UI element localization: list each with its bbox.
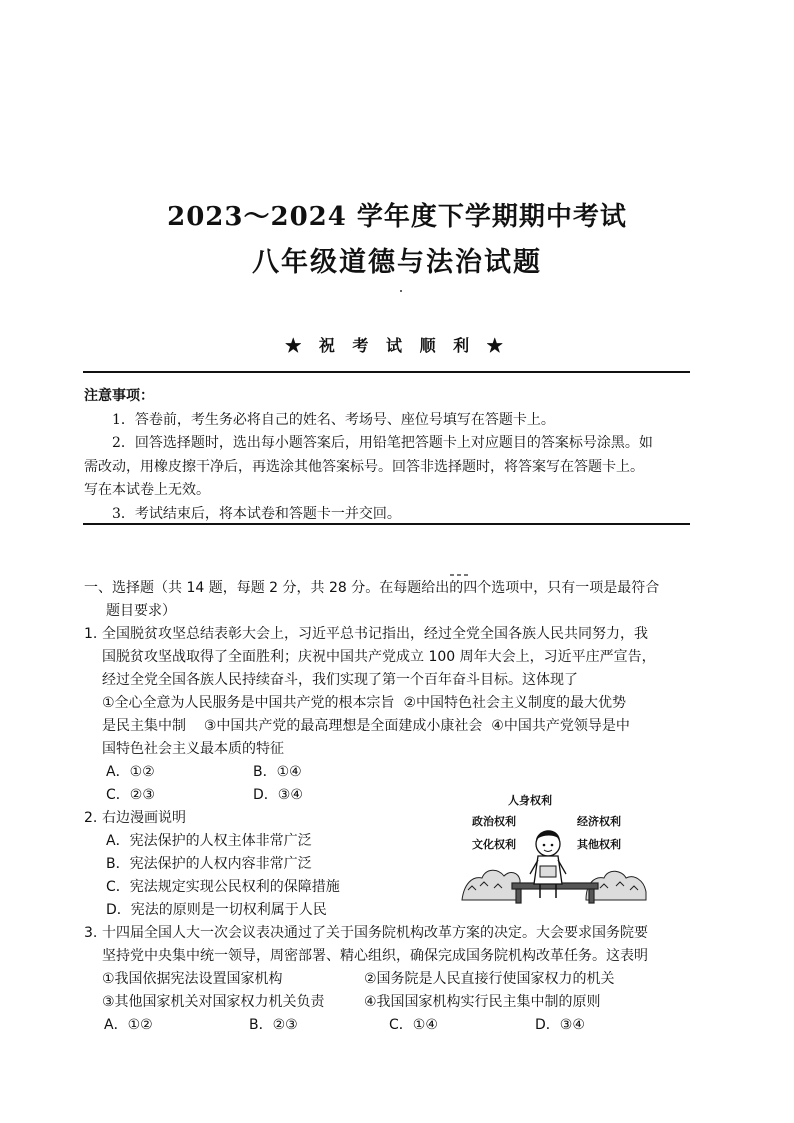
section-heading [84,577,694,623]
bottom-divider [83,523,690,525]
cartoon-label-right1: 经济权利 [577,815,621,828]
q3-option-b[interactable]: B．②③ [249,1017,298,1033]
notes-heading: 注意事项： [84,388,154,404]
q2-stem: 右边漫画说明 [102,810,186,826]
question-1 [84,623,694,807]
notes-item-2-end: 写在本试卷上无效。 [84,482,210,498]
speck [400,290,402,292]
q3-statement-2: ②国务院是人民直接行使国家权力的机关 [364,971,615,987]
notes-block [84,385,692,526]
section-heading-line1: 一、选择题（共 14 题，每题 2 分，共 28 分。在每题给出的四个选项中，只有一项是最符合 [84,580,660,596]
q2-option-a[interactable]: A．宪法保护的人权主体非常广泛 [106,833,312,849]
notes-item-2: 2．回答选择题时，选出每小题答案后，用铅笔把答题卡上对应题目的答案标号涂黑。如 [112,435,653,451]
q3-statements-row2 [84,991,694,1014]
cartoon-label-right2: 其他权利 [577,838,621,851]
q1-statements-line1 [84,692,694,715]
notes-item-1: 1．答卷前，考生务必将自己的姓名、考场号、座位号填写在答题卡上。 [112,411,555,428]
cartoon-drawing [460,788,650,908]
q1-statements-line2 [84,715,694,738]
q1-statement-4: ④中国共产党领导是中 [491,718,630,734]
q2-cartoon [460,788,650,908]
cartoon-label-left2: 文化权利 [472,838,516,851]
q3-statement-3: ③其他国家机关对国家权力机关负责 [102,994,325,1010]
q1-option-d[interactable]: D．③④ [253,787,303,803]
q1-statement-2: ②中国特色社会主义制度的最大优势 [403,695,627,711]
section-heading-line2: 题目要求） [106,603,176,619]
q3-statement-4: ④我国国家机构实行民主集中制的原则 [364,994,601,1010]
cartoon-label-top: 人身权利 [508,794,552,807]
q1-option-b[interactable]: B．①④ [253,764,302,780]
notes-item-3: 3．考试结束后，将本试卷和答题卡一并交回。 [112,505,401,522]
good-luck-banner: ★ 祝 考 试 顺 利 ★ [285,336,509,355]
q1-stem-line1: 全国脱贫攻坚总结表彰大会上，习近平总书记指出，经过全党全国各族人民共同努力，我 [102,626,648,642]
top-divider [83,371,690,373]
faint-mark [450,561,478,564]
q1-statement-2-cont: 是民主集中制 [102,718,186,734]
q1-statement-1: ①全心全意为人民服务是中国共产党的根本宗旨 [102,695,395,711]
question-number: 2. [84,810,98,826]
q3-option-c[interactable]: C．①④ [389,1017,438,1033]
q1-option-a[interactable]: A．①② [106,764,155,780]
question-number: 3. [84,925,98,941]
exam-title: 2023～2024 学年度下学期期中考试 [167,202,627,232]
q2-option-c[interactable]: C．宪法规定实现公民权利的保障措施 [106,879,340,895]
q3-statements-row1 [84,968,694,991]
q2-option-d[interactable]: D．宪法的原则是一切权利属于人民 [106,902,327,918]
q3-options-row [84,1014,694,1037]
q1-statement-3: ③中国共产党的最高理想是全面建成小康社会 [203,718,483,734]
q1-options-row1 [84,761,694,784]
exam-subtitle: 八年级道德与法治试题 [252,247,542,278]
q1-statement-4-cont: 国特色社会主义最本质的特征 [102,741,284,757]
q3-stem-line1: 十四届全国人大一次会议表决通过了关于国务院机构改革方案的决定。大会要求国务院要 [102,925,648,941]
q3-statement-1: ①我国依据宪法设置国家机构 [102,971,283,987]
cartoon-label-left1: 政治权利 [472,815,516,828]
notes-item-2-cont: 需改动，用橡皮擦干净后，再选涂其他答案标号。回答非选择题时，将答案写在答题卡上。 [84,458,644,475]
q3-option-a[interactable]: A．①② [104,1017,153,1033]
question-number: 1. [84,626,98,642]
question-3 [84,922,694,1037]
q1-stem-line2: 国脱贫攻坚战取得了全面胜利；庆祝中国共产党成立 100 周年大会上，习近平庄严宣告， [102,649,656,665]
q3-stem-line2: 坚持党中央集中统一领导，周密部署、精心组织，确保完成国务院机构改革任务。这表明 [102,948,648,964]
q1-option-c[interactable]: C．②③ [106,787,155,803]
q2-option-b[interactable]: B．宪法保护的人权内容非常广泛 [106,856,312,872]
q1-stem-line3: 经过全党全国各族人民持续奋斗，我们实现了第一个百年奋斗目标。这体现了 [102,672,578,688]
q3-option-d[interactable]: D．③④ [535,1017,585,1033]
